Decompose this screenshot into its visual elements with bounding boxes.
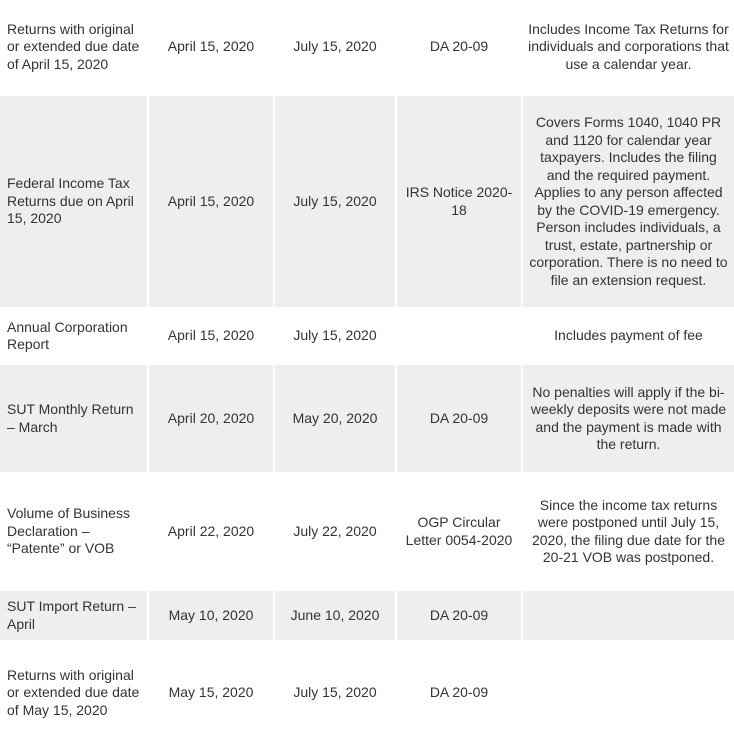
return-type-cell: SUT Import Return – April: [0, 590, 148, 641]
original-due-date-cell: April 15, 2020: [148, 0, 274, 95]
extended-due-date-cell: July 22, 2020: [274, 473, 396, 590]
return-type-cell: Returns with original or extended due date of April 15, 2020: [0, 0, 148, 95]
comments-cell: No penalties will apply if the bi-weekly deposits were not made and the payment is made with the return.: [522, 364, 734, 473]
table-row: [0, 95, 734, 308]
extended-due-date-cell: July 15, 2020: [274, 95, 396, 308]
original-due-date-cell: April 15, 2020: [148, 95, 274, 308]
extended-due-date-cell: May 20, 2020: [274, 364, 396, 473]
return-type-cell: SUT Monthly Return – March: [0, 364, 148, 473]
comments-cell: [522, 590, 734, 641]
original-due-date-cell: May 10, 2020: [148, 590, 274, 641]
extended-due-date-cell: July 15, 2020: [274, 308, 396, 364]
table-row: [0, 641, 734, 745]
comments-cell: Since the income tax returns were postponed until July 15, 2020, the filing due date for the 20-21 VOB was postponed.: [522, 473, 734, 590]
reference-cell: DA 20-09: [396, 590, 522, 641]
comments-cell: Includes payment of fee: [522, 308, 734, 364]
comments-cell: Includes Income Tax Returns for individuals and corporations that use a calendar year.: [522, 0, 734, 95]
reference-cell: DA 20-09: [396, 364, 522, 473]
extended-due-date-cell: June 10, 2020: [274, 590, 396, 641]
comments-cell: [522, 641, 734, 745]
return-type-cell: Returns with original or extended due date of May 15, 2020: [0, 641, 148, 745]
table-row: [0, 0, 734, 95]
reference-cell: DA 20-09: [396, 641, 522, 745]
original-due-date-cell: April 22, 2020: [148, 473, 274, 590]
comments-cell: Covers Forms 1040, 1040 PR and 1120 for calendar year taxpayers. Includes the filing and the required payment. Applies to any person affected by the COVID-19 emergency. Person includes individuals, a trust, estate, partnership or corporation. There is no need to file an extension request.: [522, 95, 734, 308]
original-due-date-cell: May 15, 2020: [148, 641, 274, 745]
return-type-cell: Federal Income Tax Returns due on April 15, 2020: [0, 95, 148, 308]
extended-due-date-cell: July 15, 2020: [274, 641, 396, 745]
original-due-date-cell: April 15, 2020: [148, 308, 274, 364]
reference-cell: [396, 308, 522, 364]
return-type-cell: Annual Corporation Report: [0, 308, 148, 364]
extended-due-date-cell: July 15, 2020: [274, 0, 396, 95]
original-due-date-cell: April 20, 2020: [148, 364, 274, 473]
return-type-cell: Volume of Business Declaration – “Patente” or VOB: [0, 473, 148, 590]
table-row: [0, 364, 734, 473]
table-row: [0, 590, 734, 641]
table-row: [0, 308, 734, 364]
reference-cell: DA 20-09: [396, 0, 522, 95]
reference-cell: OGP Circular Letter 0054-2020: [396, 473, 522, 590]
table-row: [0, 473, 734, 590]
reference-cell: IRS Notice 2020-18: [396, 95, 522, 308]
